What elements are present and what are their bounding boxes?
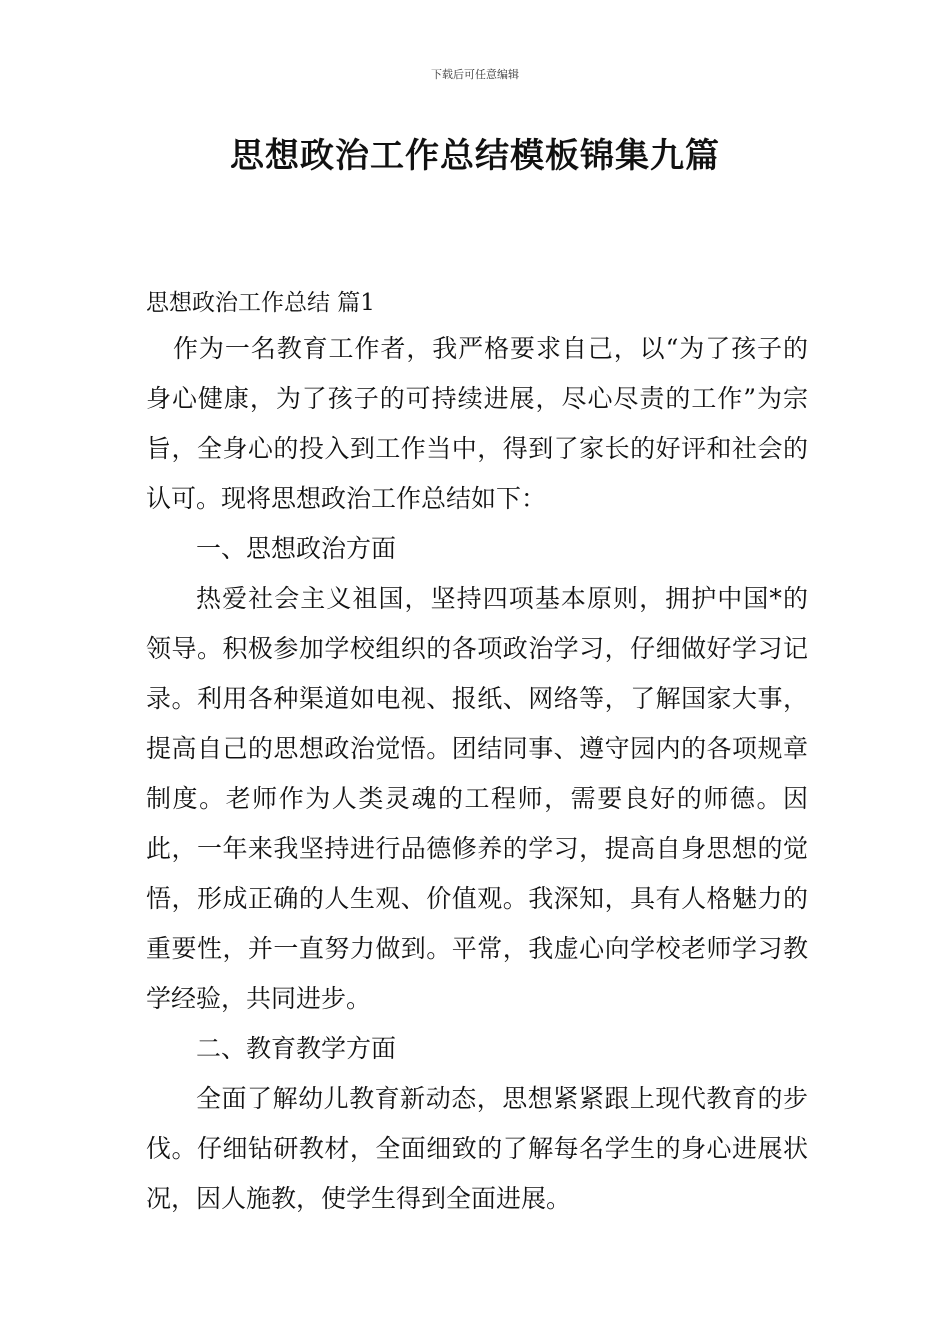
document-title: 思想政治工作总结模板锦集九篇 bbox=[230, 136, 720, 176]
subheading-political: 一、思想政治方面 bbox=[196, 534, 397, 563]
intro-paragraph: 作为一名教育工作者，我严格要求自己，以“为了孩子的身心健康，为了孩子的可持续进展，尽心尽责的工作”为宗旨，全身心的投入到工作当中，得到了家长的好评和社会的认可。现将思想政治工作总结如下： bbox=[146, 334, 808, 513]
header-note: 下载后可任意编辑 bbox=[431, 68, 519, 81]
political-paragraph: 热爱社会主义祖国，坚持四项基本原则，拥护中国*的领导。积极参加学校组织的各项政治学习，仔细做好学习记录。利用各种渠道如电视、报纸、网络等，了解国家大事，提高自己的思想政治觉悟。团结同事、遵守园内的各项规章制度。老师作为人类灵魂的工程师，需要良好的师德。因此，一年来我坚持进行品德修养的学习，提高自身思想的觉悟，形成正确的人生观、价值观。我深知，具有人格魅力的重要性，并一直努力做到。平常，我虚心向学校老师学习教学经验，共同进步。 bbox=[146, 584, 808, 1013]
subheading-teaching: 二、教育教学方面 bbox=[196, 1034, 397, 1063]
document-body bbox=[146, 324, 808, 1224]
teaching-paragraph: 全面了解幼儿教育新动态，思想紧紧跟上现代教育的步伐。仔细钻研教材，全面细致的了解每名学生的身心进展状况，因人施教，使学生得到全面进展。 bbox=[146, 1084, 808, 1213]
section-heading: 思想政治工作总结 篇1 bbox=[146, 290, 375, 316]
